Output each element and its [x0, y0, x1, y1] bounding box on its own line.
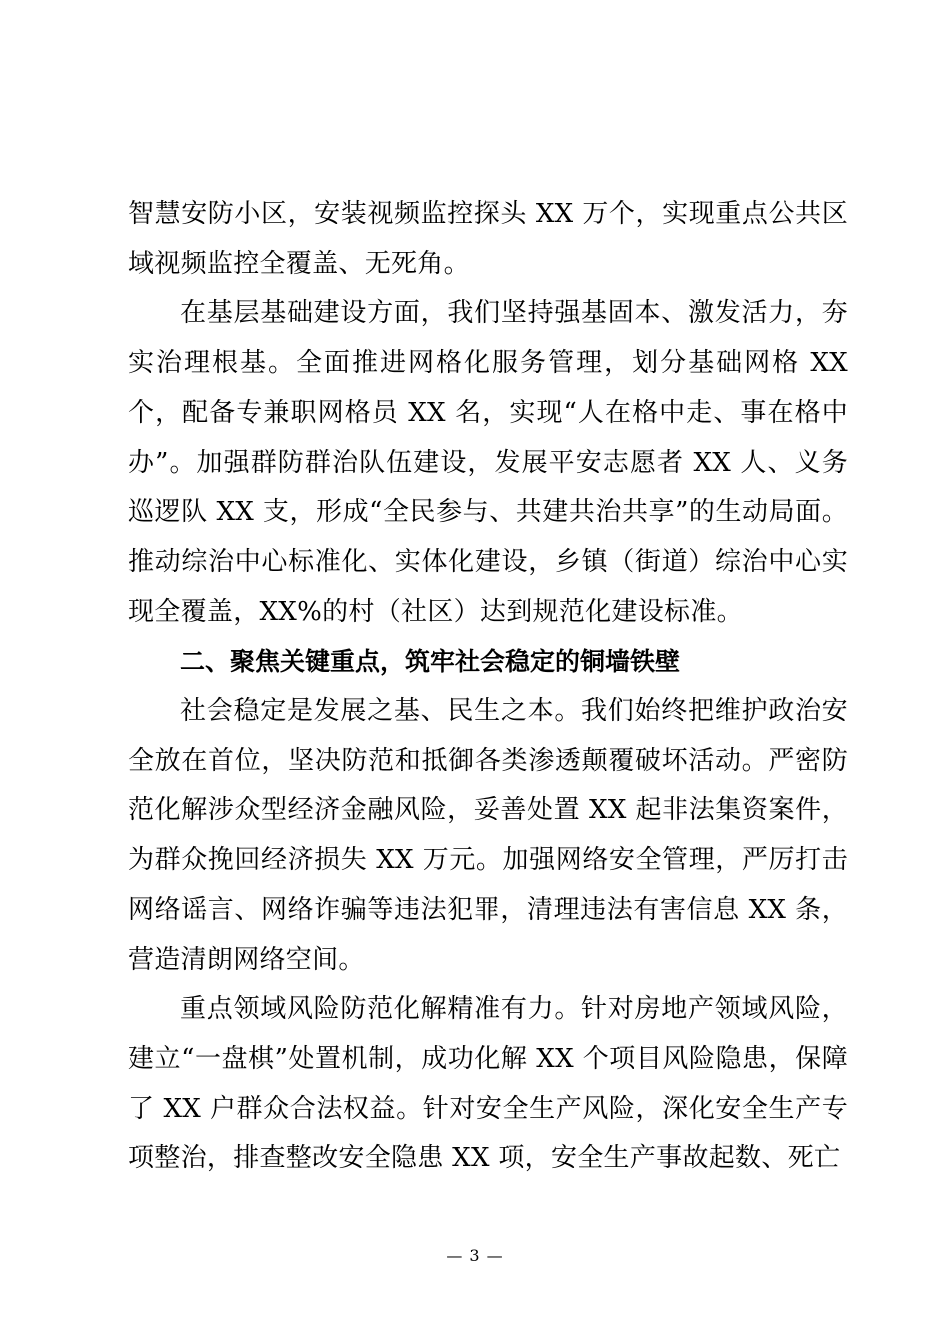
page-number: — 3 —: [446, 1246, 504, 1265]
paragraph-social-stability: 社会稳定是发展之基、民生之本。我们始终把维护政治安全放在首位，坚决防范和抵御各类渗透颠覆破坏活动。严密防范化解涉众型经济金融风险，妥善处置 XX 起非法集资案件，为群众挽回经济损失 XX 万元。加强网络安全管理，严厉打击网络谣言、网络诈骗等违法犯罪，清理违法有害信息 XX 条，营造清朗网络空间。: [128, 696, 848, 975]
section-heading: 二、聚焦关键重点，筑牢社会稳定的铜墙铁壁: [180, 647, 681, 677]
paragraph-risk-prevention: 重点领域风险防范化解精准有力。针对房地产领域风险，建立“一盘棋”处置机制，成功化解 XX 个项目风险隐患，保障了 XX 户群众合法权益。针对安全生产风险，深化安全生产专项整治，排查整改安全隐患 XX 项，安全生产事故起数、死亡: [128, 994, 848, 1174]
paragraph-grassroots-construction: 在基层基础建设方面，我们坚持强基固本、激发活力，夯实治理根基。全面推进网格化服务管理，划分基础网格 XX 个，配备专兼职网格员 XX 名，实现“人在格中走、事在格中办”。加强群防群治队伍建设，发展平安志愿者 XX 人、义务巡逻队 XX 支，形成“全民参与、共建共治共享”的生动局面。推动综治中心标准化、实体化建设，乡镇（街道）综治中心实现全覆盖，XX%的村（社区）达到规范化建设标准。: [128, 298, 848, 627]
paragraph-continuation: 智慧安防小区，安装视频监控探头 XX 万个，实现重点公共区域视频监控全覆盖、无死角。: [128, 199, 848, 279]
document-body: [128, 190, 848, 1184]
